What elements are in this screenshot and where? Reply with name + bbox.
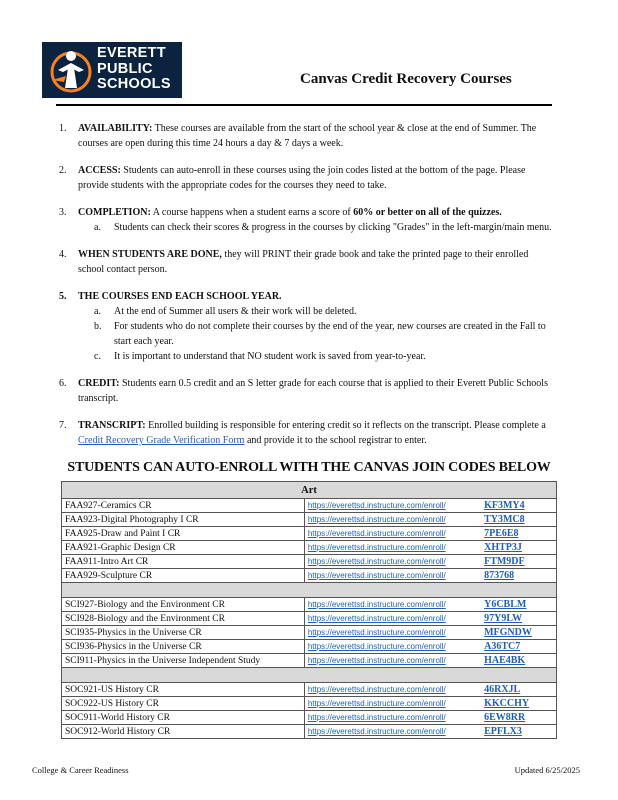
list-item-availability: 1. AVAILABILITY: These courses are available from the start of the school year & close at the end of Summer. The courses are open during this time 24 hours a day & 7 days a week.: [59, 123, 537, 149]
join-code-cell: [481, 499, 556, 513]
table-row: [62, 555, 557, 569]
sub-item: c. It is important to understand that NO student work is saved from year-to-year.: [94, 351, 426, 362]
enroll-url-link[interactable]: https://everettsd.instructure.com/enroll/: [307, 500, 446, 510]
enroll-url-cell: [304, 697, 481, 711]
sub-item: a. At the end of Summer all users & their work will be deleted.: [94, 306, 357, 317]
course-name-cell: SCI927-Biology and the Environment CR: [62, 598, 305, 612]
join-code-cell: [481, 555, 556, 569]
join-code-link[interactable]: Y6CBLM: [484, 599, 527, 610]
join-code-cell: [481, 612, 556, 626]
table-row: [62, 527, 557, 541]
course-name-cell: SOC922-US History CR: [62, 697, 305, 711]
item-text: Students can auto-enroll in these courses using the join codes listed at the bottom of the page. Please provide students with the appropriate codes for the courses they need to take.: [78, 165, 526, 191]
join-code-cell: [481, 654, 556, 668]
separator-cell: [62, 668, 557, 683]
table-row: [62, 569, 557, 583]
enroll-url-link[interactable]: https://everettsd.instructure.com/enroll/: [307, 542, 446, 552]
join-code-link[interactable]: 7PE6E8: [484, 528, 519, 539]
course-name-cell: SCI935-Physics in the Universe CR: [62, 626, 305, 640]
course-name-cell: FAA921-Graphic Design CR: [62, 541, 305, 555]
join-code-cell: [481, 725, 556, 739]
join-code-link[interactable]: HAE4BK: [484, 655, 526, 666]
join-code-cell: [481, 683, 556, 697]
join-code-link[interactable]: 46RXJL: [484, 684, 521, 695]
item-text: and provide it to the school registrar to enter.: [244, 435, 427, 446]
join-code-link[interactable]: 6EW8RR: [484, 712, 526, 723]
table-row: [62, 499, 557, 513]
item-text: A course happens when a student earns a score of: [150, 207, 354, 218]
item-text: they will PRINT their grade book and take the printed page to their enrolled school contact person.: [78, 249, 529, 275]
course-name-cell: FAA927-Ceramics CR: [62, 499, 305, 513]
item-label: ACCESS:: [78, 165, 121, 176]
course-name-cell: FAA911-Intro Art CR: [62, 555, 305, 569]
join-code-cell: [481, 640, 556, 654]
table-row: [62, 598, 557, 612]
join-codes-heading: STUDENTS CAN AUTO-ENROLL WITH THE CANVAS JOIN CODES BELOW: [67, 460, 551, 475]
item-text: Enrolled building is responsible for entering credit so it reflects on the transcript. Please complete a: [145, 420, 546, 431]
separator-cell: [62, 583, 557, 598]
join-code-link[interactable]: KF3MY4: [484, 500, 525, 511]
course-name-cell: SOC911-World History CR: [62, 711, 305, 725]
enroll-url-cell: [304, 725, 481, 739]
everett-public-schools-logo: [42, 42, 182, 98]
join-code-link[interactable]: TY3MC8: [484, 514, 525, 525]
group-separator-row: [62, 583, 557, 598]
join-code-cell: [481, 598, 556, 612]
course-name-cell: SCI928-Biology and the Environment CR: [62, 612, 305, 626]
table-row: [62, 541, 557, 555]
enroll-url-cell: [304, 683, 481, 697]
enroll-url-link[interactable]: https://everettsd.instructure.com/enroll/: [307, 698, 446, 708]
enroll-url-link[interactable]: https://everettsd.instructure.com/enroll/: [307, 655, 446, 665]
join-code-link[interactable]: KKCCHY: [484, 698, 530, 709]
table-row: [62, 626, 557, 640]
course-name-cell: FAA929-Sculpture CR: [62, 569, 305, 583]
table-row: [62, 640, 557, 654]
course-name-cell: SOC921-US History CR: [62, 683, 305, 697]
title-divider: [56, 104, 552, 106]
course-name-cell: FAA925-Draw and Paint I CR: [62, 527, 305, 541]
enroll-url-link[interactable]: https://everettsd.instructure.com/enroll/: [307, 641, 446, 651]
table-row: [62, 683, 557, 697]
enroll-url-cell: [304, 555, 481, 569]
enroll-url-link[interactable]: https://everettsd.instructure.com/enroll/: [307, 514, 446, 524]
table-row: [62, 654, 557, 668]
enroll-url-link[interactable]: https://everettsd.instructure.com/enroll/: [307, 528, 446, 538]
join-code-cell: [481, 541, 556, 555]
join-code-cell: [481, 697, 556, 711]
join-code-link[interactable]: MFGNDW: [484, 627, 532, 638]
enroll-url-link[interactable]: https://everettsd.instructure.com/enroll/: [307, 556, 446, 566]
enroll-url-link[interactable]: https://everettsd.instructure.com/enroll/: [307, 599, 446, 609]
logo-wordmark: EVERETT PUBLIC SCHOOLS: [97, 45, 171, 92]
enroll-url-link[interactable]: https://everettsd.instructure.com/enroll/: [307, 570, 446, 580]
page-title: Canvas Credit Recovery Courses: [300, 71, 512, 87]
course-name-cell: FAA923-Digital Photography I CR: [62, 513, 305, 527]
enroll-url-cell: [304, 499, 481, 513]
enroll-url-link[interactable]: https://everettsd.instructure.com/enroll/: [307, 627, 446, 637]
subject-header: Art: [62, 482, 557, 499]
course-name-cell: SOC912-World History CR: [62, 725, 305, 739]
table-row: [62, 513, 557, 527]
join-code-link[interactable]: 873768: [484, 570, 515, 581]
item-bold-text: 60% or better on all of the quizzes.: [353, 207, 502, 218]
item-label: CREDIT:: [78, 378, 120, 389]
course-name-cell: SCI911-Physics in the Universe Independent Study: [62, 654, 305, 668]
enroll-url-cell: [304, 569, 481, 583]
sub-item: a. Students can check their scores & progress in the courses by clicking "Grades" in the left-margin/main menu.: [94, 222, 552, 233]
join-code-link[interactable]: XHTP3J: [484, 542, 522, 553]
info-list: [56, 121, 556, 460]
enroll-url-link[interactable]: https://everettsd.instructure.com/enroll/: [307, 712, 446, 722]
list-item-completion: 3. COMPLETION: A course happens when a student earns a score of 60% or better on all of the quizzes. a. Students can check their scores & progress in the courses by clicking "Grades" in the left-margin/main menu.: [56, 205, 556, 235]
item-label: TRANSCRIPT:: [78, 420, 146, 431]
join-code-cell: [481, 569, 556, 583]
item-label: COMPLETION:: [78, 207, 151, 218]
footer-updated-date: Updated 6/25/2025: [514, 765, 580, 775]
join-code-cell: [481, 711, 556, 725]
grade-verification-form-link[interactable]: Credit Recovery Grade Verification Form: [78, 435, 245, 446]
join-codes-table: [61, 481, 557, 739]
join-code-cell: [481, 626, 556, 640]
enroll-url-cell: [304, 626, 481, 640]
table-header-row: [62, 482, 557, 499]
enroll-url-cell: [304, 513, 481, 527]
enroll-url-cell: [304, 654, 481, 668]
enroll-url-cell: [304, 598, 481, 612]
join-code-link[interactable]: A36TC7: [484, 641, 521, 652]
table-row: [62, 725, 557, 739]
enroll-url-link[interactable]: https://everettsd.instructure.com/enroll/: [307, 613, 446, 623]
join-code-link[interactable]: FTM9DF: [484, 556, 525, 567]
item-text: These courses are available from the start of the school year & close at the end of Summer. The courses are open during this time 24 hours a day & 7 days a week.: [78, 123, 537, 149]
item-label: THE COURSES END EACH SCHOOL YEAR.: [78, 291, 282, 302]
sub-item: b. For students who do not complete their courses by the end of the year, new courses are created in the Fall to start each year.: [94, 321, 546, 347]
list-item-transcript: 7. TRANSCRIPT: Enrolled building is responsible for entering credit so it reflects on the transcript. Please complete a Credit Recovery Grade Verification Form and provide it to the school registrar to enter.: [59, 420, 546, 446]
list-item-access: 2. ACCESS: Students can auto-enroll in these courses using the join codes listed at the bottom of the page. Please provide students with the appropriate codes for the courses they need to take.: [59, 165, 526, 191]
join-code-cell: [481, 527, 556, 541]
list-item-course-end: 5. THE COURSES END EACH SCHOOL YEAR. a. At the end of Summer all users & their work will be deleted. b. For students who do not complete their courses by the end of the year, new courses are created in the Fall to start each year. c. It is important to understand that NO student work is saved from year-to-year.: [56, 289, 556, 364]
item-text: Students earn 0.5 credit and an S letter grade for each course that is applied to their Everett Public Schools transcript.: [78, 378, 548, 404]
enroll-url-link[interactable]: https://everettsd.instructure.com/enroll/: [307, 684, 446, 694]
list-item-credit: 6. CREDIT: Students earn 0.5 credit and an S letter grade for each course that is applied to their Everett Public Schools transcript.: [59, 378, 548, 404]
join-code-link[interactable]: 97Y9LW: [484, 613, 523, 624]
enroll-url-cell: [304, 527, 481, 541]
join-code-cell: [481, 513, 556, 527]
table-row: [62, 697, 557, 711]
footer-department: College & Career Readiness: [32, 765, 129, 775]
enroll-url-cell: [304, 711, 481, 725]
table-row: [62, 711, 557, 725]
join-code-link[interactable]: EPFLX3: [484, 726, 522, 737]
enroll-url-cell: [304, 640, 481, 654]
enroll-url-cell: [304, 612, 481, 626]
enroll-url-cell: [304, 541, 481, 555]
enroll-url-link[interactable]: https://everettsd.instructure.com/enroll/: [307, 726, 446, 736]
group-separator-row: [62, 668, 557, 683]
course-name-cell: SCI936-Physics in the Universe CR: [62, 640, 305, 654]
table-row: [62, 612, 557, 626]
list-item-when-done: 4. WHEN STUDENTS ARE DONE, they will PRINT their grade book and take the printed page to their enrolled school contact person.: [59, 249, 529, 275]
item-label: WHEN STUDENTS ARE DONE,: [78, 249, 222, 260]
item-label: AVAILABILITY:: [78, 123, 153, 134]
logo-emblem-icon: [46, 46, 96, 94]
